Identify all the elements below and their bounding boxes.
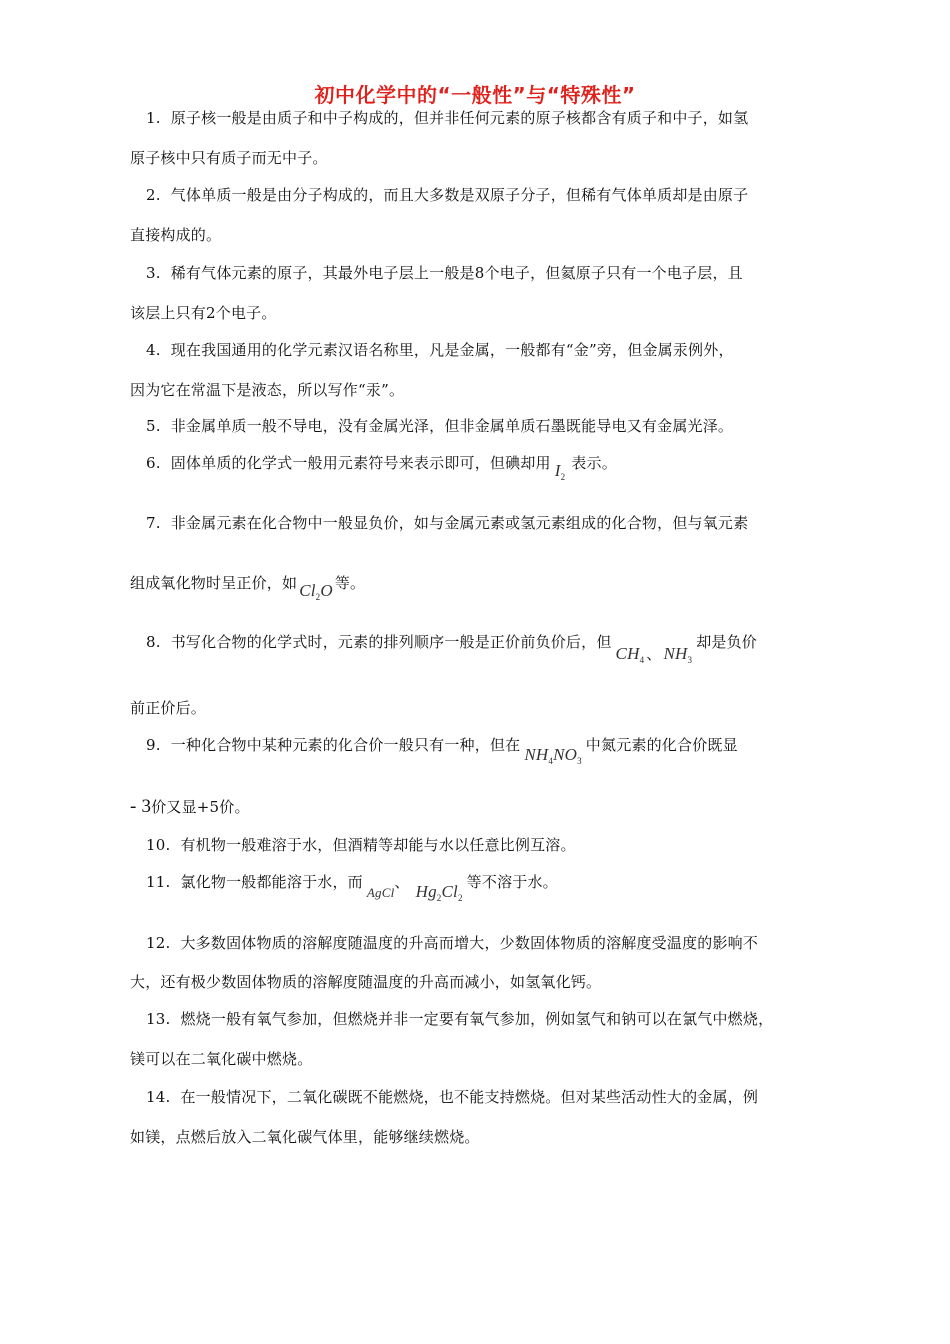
item-12-line-1 bbox=[146, 933, 758, 953]
item-number: 4. bbox=[146, 341, 161, 359]
item-number: 5. bbox=[146, 417, 161, 435]
item-number: 2. bbox=[146, 186, 161, 204]
item-text: 中氮元素的化合价既显 bbox=[585, 736, 738, 754]
item-text: 原子核一般是由质子和中子构成的，但并非任何元素的原子核都含有质子和中子，如氢 bbox=[170, 109, 749, 127]
item-7-line-1 bbox=[146, 513, 748, 533]
item-text: 有机物一般难溶于水，但酒精等却能与水以任意比例互溶。 bbox=[180, 836, 576, 854]
item-text: 在一般情况下，二氧化碳既不能燃烧，也不能支持燃烧。但对某些活动性大的金属，例 bbox=[180, 1088, 759, 1106]
item-9-line-1 bbox=[146, 735, 738, 766]
item-13-line-1 bbox=[146, 1009, 773, 1029]
item-text: 却是负价 bbox=[696, 633, 758, 651]
formula-nh3: $NH_3$ bbox=[663, 644, 693, 665]
item-text: 表示。 bbox=[571, 454, 617, 472]
item-text: 氯化物一般都能溶于水，而 bbox=[180, 873, 363, 891]
item-number: 10. bbox=[146, 836, 171, 854]
item-text: 固体单质的化学式一般用元素符号来表示即可，但碘却用 bbox=[170, 454, 551, 472]
item-number: 3. bbox=[146, 264, 161, 282]
formula-separator: 、 bbox=[394, 873, 410, 891]
item-number: 11. bbox=[146, 873, 171, 891]
item-text: 价又显+5价。 bbox=[151, 798, 250, 816]
item-9-line-2 bbox=[130, 797, 250, 817]
item-8-line-1 bbox=[146, 632, 758, 665]
item-number: 12. bbox=[146, 934, 171, 952]
formula-agcl: AgCl bbox=[366, 885, 395, 900]
item-number: 1. bbox=[146, 109, 161, 127]
item-11-line-1 bbox=[146, 872, 558, 903]
item-4-line-2: 因为它在常温下是液态，所以写作“汞”。 bbox=[130, 381, 405, 399]
item-8-line-2: 前正价后。 bbox=[130, 699, 207, 717]
item-number: 6. bbox=[146, 454, 161, 472]
item-text: 现在我国通用的化学元素汉语名称里，凡是金属，一般都有“金”旁，但金属汞例外， bbox=[170, 341, 734, 359]
page-title: 初中化学中的“一般性”与“特殊性” bbox=[314, 83, 636, 107]
item-10-line-1 bbox=[146, 835, 576, 855]
item-text: 书写化合物的化学式时，元素的排列顺序一般是正价前负价后，但 bbox=[170, 633, 612, 651]
item-text: 大多数固体物质的溶解度随温度的升高而增大，少数固体物质的溶解度受温度的影响不 bbox=[180, 934, 759, 952]
item-4-line-1 bbox=[146, 340, 734, 360]
item-number: 8. bbox=[146, 633, 161, 651]
item-13-line-2: 镁可以在二氧化碳中燃烧。 bbox=[130, 1050, 313, 1068]
item-6-line-1 bbox=[146, 453, 617, 482]
item-number: 9. bbox=[146, 736, 161, 754]
formula-hg2cl2: $Hg_2Cl_2$ bbox=[415, 882, 463, 903]
item-3-line-1 bbox=[146, 263, 743, 283]
item-5-line-1 bbox=[146, 416, 733, 436]
item-text: 非金属单质一般不导电，没有金属光泽，但非金属单质石墨既能导电又有金属光泽。 bbox=[170, 417, 734, 435]
item-text: 非金属元素在化合物中一般显负价，如与金属元素或氢元素组成的化合物，但与氧元素 bbox=[170, 514, 749, 532]
item-text: 等。 bbox=[334, 574, 366, 592]
formula-ch4: $CH_4$ bbox=[615, 644, 645, 665]
formula-i2: $I_2$ bbox=[554, 461, 566, 482]
item-2-line-2: 直接构成的。 bbox=[130, 226, 222, 244]
item-text: 稀有气体元素的原子，其最外电子层上一般是8个电子，但氦原子只有一个电子层，且 bbox=[170, 264, 743, 282]
item-14-line-1 bbox=[146, 1087, 758, 1107]
item-2-line-1 bbox=[146, 185, 748, 205]
item-1-line-2: 原子核中只有质子而无中子。 bbox=[130, 149, 328, 167]
valence-minus-3: - 3 bbox=[130, 796, 152, 817]
item-text: 等不溶于水。 bbox=[466, 873, 558, 891]
item-7-line-2 bbox=[130, 573, 366, 602]
item-1-line-1 bbox=[146, 108, 748, 128]
item-text: 组成氧化物时呈正价，如 bbox=[130, 574, 298, 592]
item-text: 气体单质一般是由分子构成的，而且大多数是双原子分子，但稀有气体单质却是由原子 bbox=[170, 186, 749, 204]
item-text: 一种化合物中某种元素的化合价一般只有一种，但在 bbox=[170, 736, 521, 754]
item-number: 13. bbox=[146, 1010, 171, 1028]
item-3-line-2: 该层上只有2个电子。 bbox=[130, 304, 277, 322]
item-text: 燃烧一般有氧气参加，但燃烧并非一定要有氧气参加，例如氢气和钠可以在氯气中燃烧， bbox=[180, 1010, 774, 1028]
formula-cl2o: $Cl_2O$ bbox=[299, 581, 333, 602]
formula-separator: 、 bbox=[646, 645, 662, 663]
item-12-line-2: 大，还有极少数固体物质的溶解度随温度的升高而减小，如氢氧化钙。 bbox=[130, 973, 602, 991]
item-number: 14. bbox=[146, 1088, 171, 1106]
item-14-line-2: 如镁，点燃后放入二氧化碳气体里，能够继续燃烧。 bbox=[130, 1128, 480, 1146]
item-number: 7. bbox=[146, 514, 161, 532]
formula-nh4no3: $NH_4NO_3$ bbox=[524, 745, 582, 766]
